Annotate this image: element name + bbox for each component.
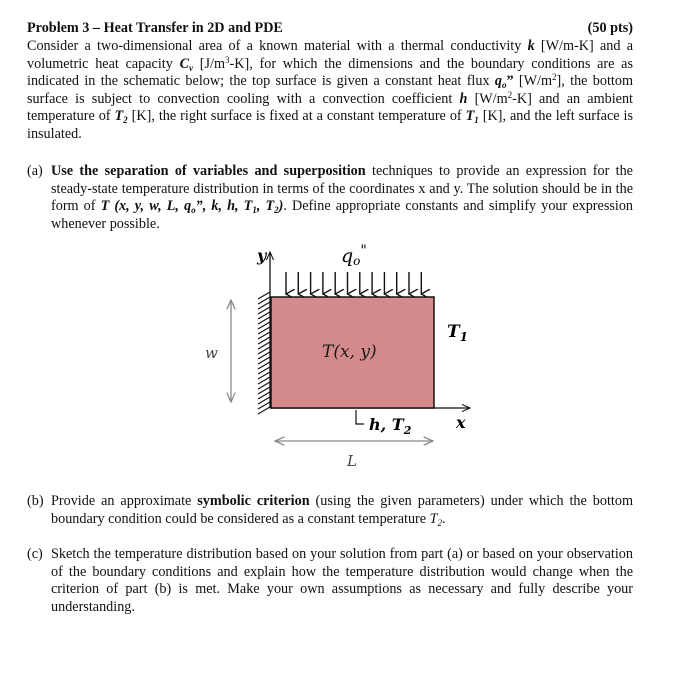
part-a-label: (a) xyxy=(27,163,43,179)
part-c-label: (c) xyxy=(27,546,43,562)
part-b-text-3: . xyxy=(442,510,446,527)
solution-form: T (x, y, w, L, q xyxy=(100,198,192,215)
wall-temperature-symbol: T xyxy=(465,108,475,125)
solution-form-mid-2: , T xyxy=(256,198,275,215)
right-boundary-sub: 1 xyxy=(459,330,469,344)
intro-text-4: -K], for which the dimensions and the boundary conditions are as indicated in the schematic below; the top surface is given a constant heat flux xyxy=(27,55,633,90)
intro-text-8: -K] and an ambient temperature of xyxy=(27,90,633,125)
intro-sup-2a: 2 xyxy=(552,72,557,83)
solution-form-sub-2: 2 xyxy=(274,205,279,216)
y-axis-label: y xyxy=(257,246,267,265)
convection-leader xyxy=(356,410,364,424)
part-a-text-1: techniques to provide an expression for the steady-state temperature distribution in terms of the coordinates x and y. The solution should be in the form of xyxy=(51,163,633,215)
heat-flux-subscript: o xyxy=(501,80,507,91)
wall-temperature-subscript: 1 xyxy=(474,115,479,126)
part-b-bold: symbolic criterion xyxy=(197,493,310,509)
heat-flux-arrows xyxy=(286,272,421,294)
problem-header xyxy=(27,20,633,40)
intro-text-5: [W/m xyxy=(513,73,553,90)
intro-text-2: [W/m-K] and a volumetric heat capacity xyxy=(27,38,633,72)
part-b-T2-sub: 2 xyxy=(437,517,442,528)
width-label: w xyxy=(205,344,218,362)
ambient-temperature-symbol: T xyxy=(114,108,124,125)
heat-flux-prime: ” xyxy=(506,73,514,90)
x-axis-label: x xyxy=(456,413,466,432)
conductivity-symbol: k xyxy=(527,38,535,54)
part-b-T2: T xyxy=(429,510,438,527)
intro-text-6: ], the bottom surface is subject to convection cooling with a convection coefficient xyxy=(27,73,633,107)
intro-sup-3: 3 xyxy=(225,54,230,65)
solution-form-sub-o: o xyxy=(191,205,196,216)
part-c xyxy=(27,546,633,616)
heat-flux-symbol: q xyxy=(494,73,502,90)
intro-text-10: [K], and the left surface is insulated. xyxy=(27,108,633,142)
part-a xyxy=(27,163,633,233)
problem-points: (50 pts) xyxy=(587,20,633,36)
part-b xyxy=(27,493,633,528)
part-c-text: Sketch the temperature distribution based on your solution from part (a) or based on your observation of the boundary conditions and explain how the temperature distribution would change when the criterion of part (b) is met. Make your own assumptions as necessary and fully describe your understanding. xyxy=(51,546,633,615)
part-b-text-1: Provide an approximate xyxy=(51,493,198,509)
intro-text-9: [K], the right surface is fixed at a constant temperature of xyxy=(127,108,466,125)
right-boundary-label xyxy=(447,322,468,344)
solution-form-sub-1: 1 xyxy=(252,205,257,216)
part-a-text xyxy=(51,163,633,233)
length-label: L xyxy=(347,452,357,470)
part-b-text xyxy=(51,493,633,528)
intro-text-1: Consider a two-dimensional area of a known material with a thermal conductivity xyxy=(27,38,528,54)
intro-sup-2b: 2 xyxy=(507,89,513,100)
heat-flux-label-q: q xyxy=(341,245,354,267)
solution-form-mid: ”, k, h, T xyxy=(195,198,253,215)
part-b-label: (b) xyxy=(27,493,44,509)
problem-statement xyxy=(27,38,633,144)
heat-capacity-subscript: v xyxy=(189,62,194,73)
bottom-boundary-sub: 2 xyxy=(403,424,412,437)
solution-form-end: ) xyxy=(278,198,284,215)
temperature-field-label: T(x, y) xyxy=(322,342,377,362)
part-b-text-2: (using the given parameters) under which the bottom boundary condition could be considered as a constant temperature xyxy=(51,493,633,527)
heat-flux-label-prime: " xyxy=(360,243,367,259)
right-boundary-T: T xyxy=(447,322,460,342)
convection-coefficient-symbol: h xyxy=(459,90,468,107)
part-a-bold: Use the separation of variables and superposition xyxy=(51,163,366,179)
part-a-text-2: . Define appropriate constants and simplify your expression whenever possible. xyxy=(51,198,634,232)
heat-capacity-symbol: C xyxy=(179,55,190,72)
bottom-boundary-hT: h, T xyxy=(369,415,404,434)
heat-flux-label xyxy=(341,243,367,268)
intro-text-7: [W/m xyxy=(467,90,508,107)
problem-title: Problem 3 – Heat Transfer in 2D and PDE xyxy=(27,20,283,36)
intro-text-3: [J/m xyxy=(193,55,226,72)
bottom-boundary-label xyxy=(369,415,412,437)
ambient-temperature-subscript: 2 xyxy=(123,115,128,126)
insulated-wall-hatching xyxy=(258,292,270,414)
heat-flux-label-sub: o xyxy=(353,254,361,268)
